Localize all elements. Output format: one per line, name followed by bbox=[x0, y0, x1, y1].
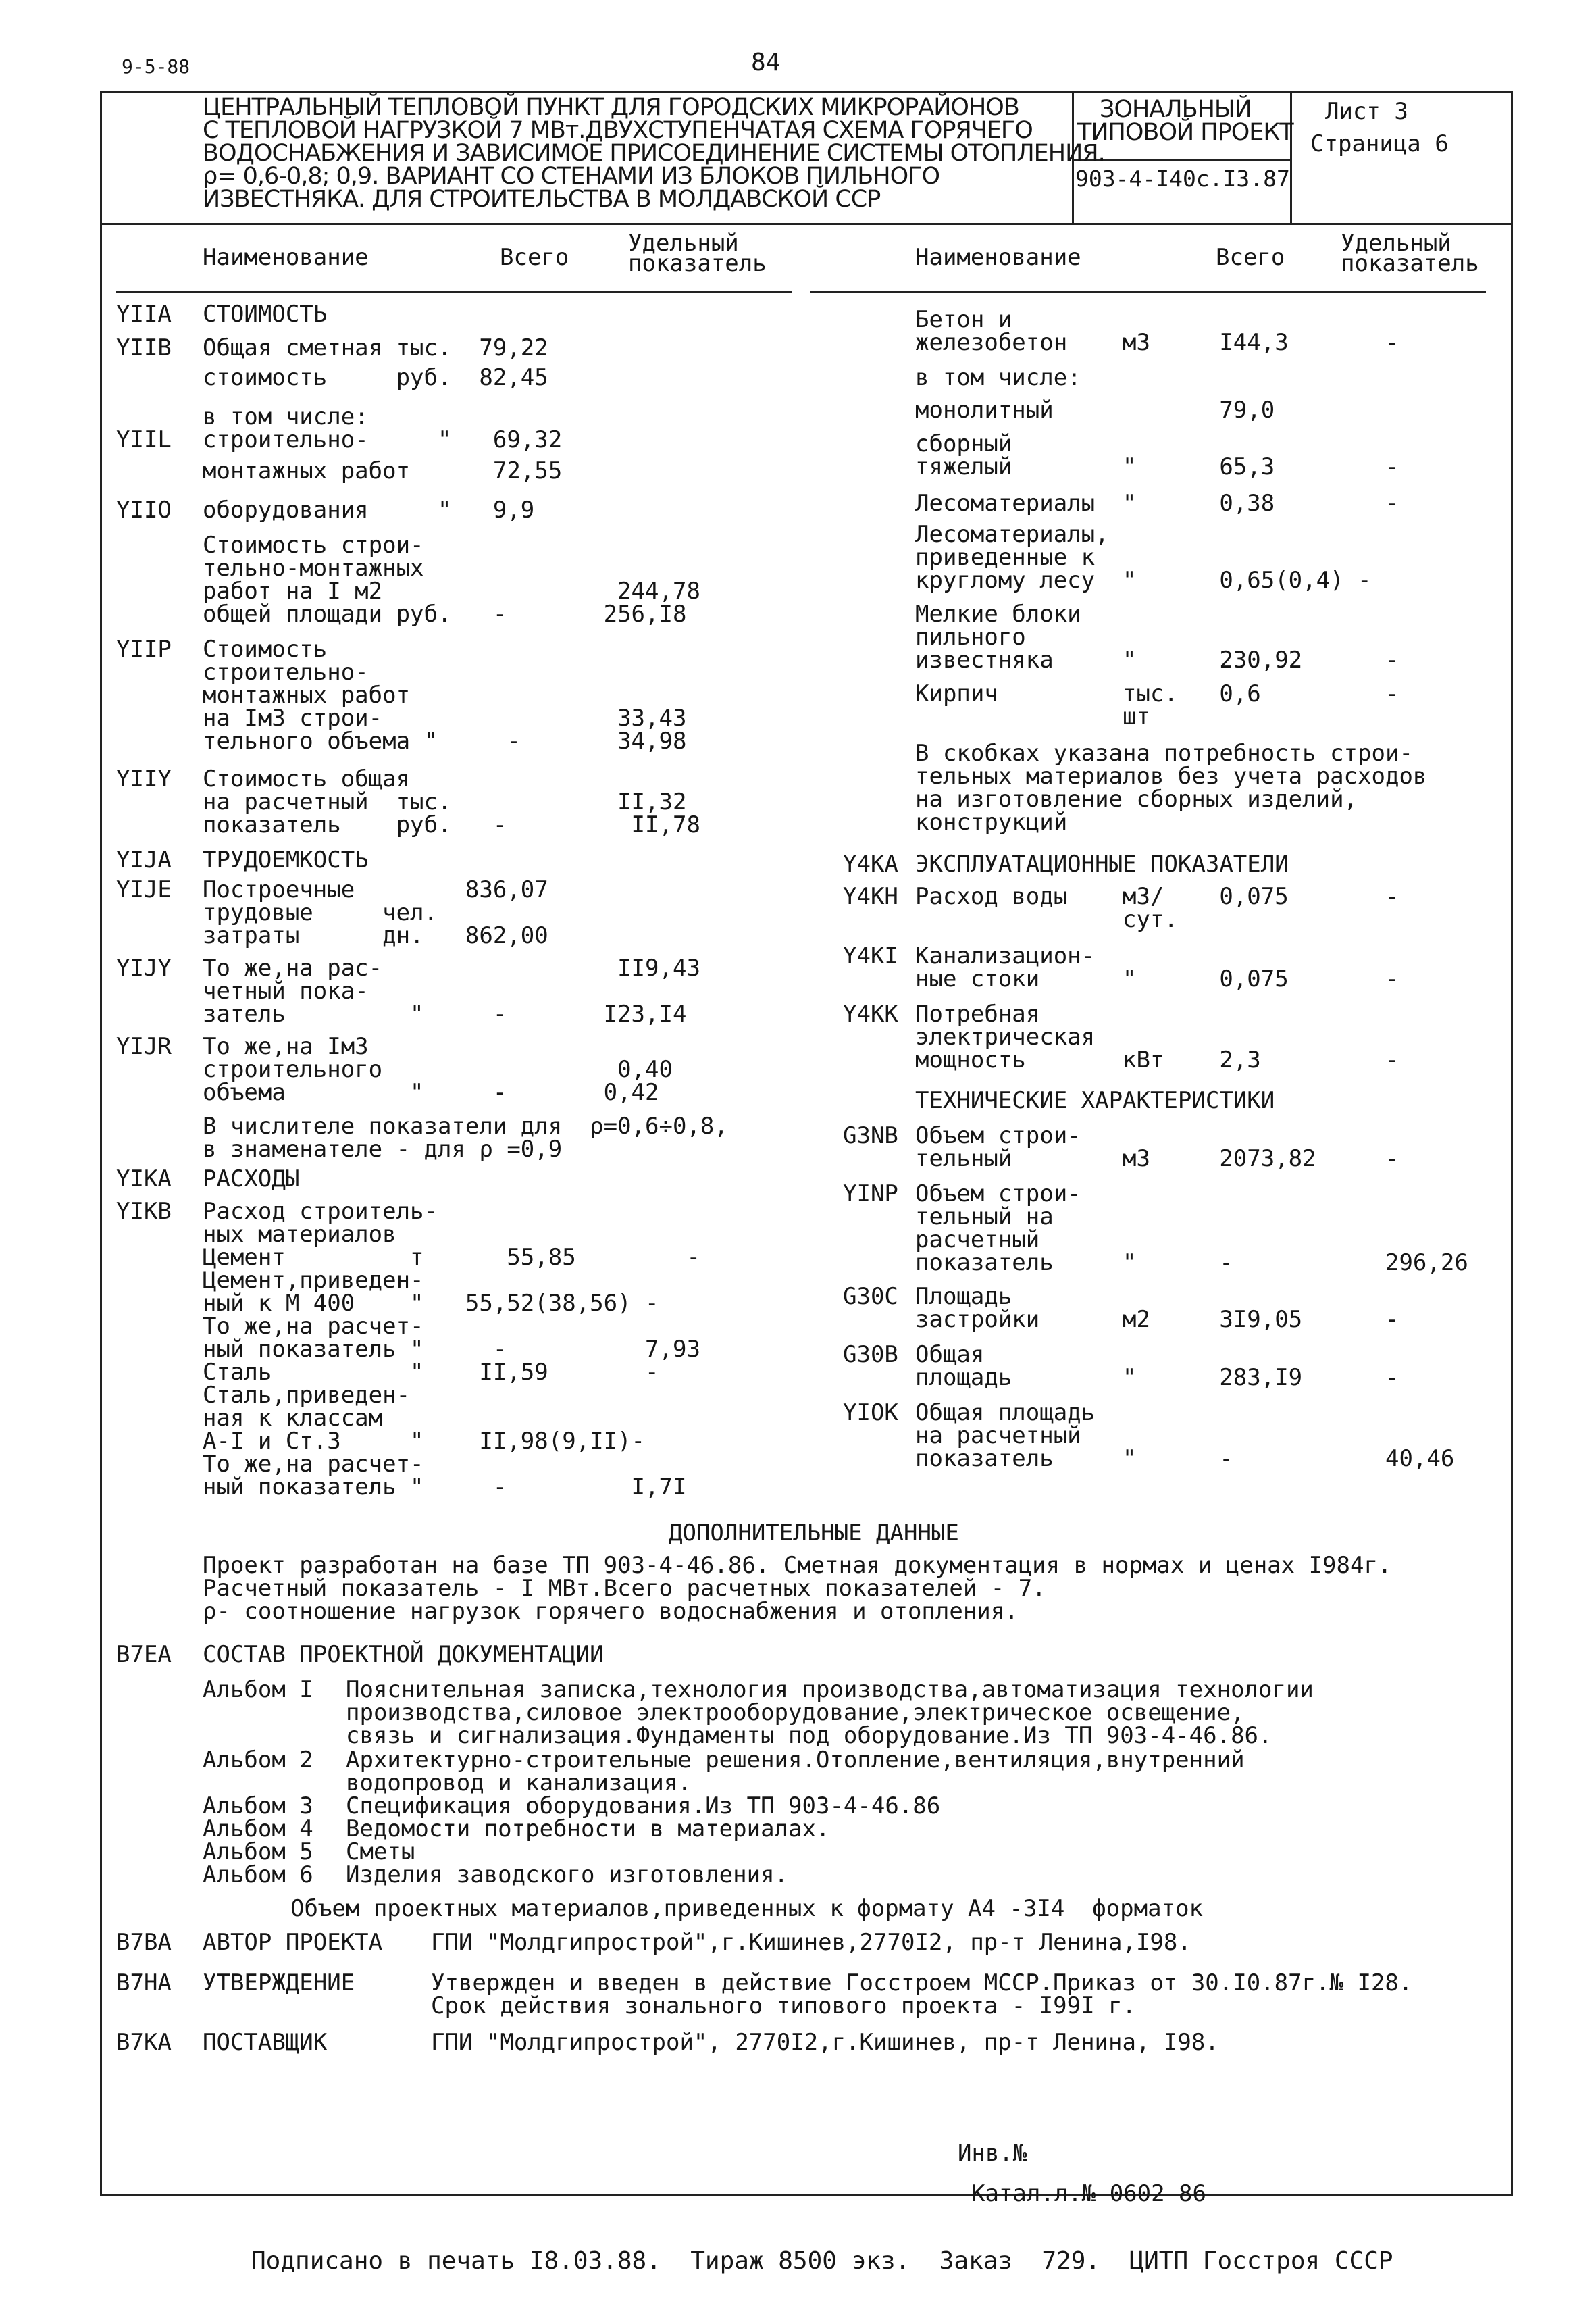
row-line: сборный bbox=[915, 430, 1012, 457]
row-line: Стоимость общая bbox=[203, 765, 411, 793]
note-line: конструкций bbox=[915, 809, 1068, 836]
sheet-label: Лист 3 bbox=[1325, 98, 1408, 125]
row-line: Объем строи- bbox=[915, 1180, 1081, 1207]
row-code: YIOK bbox=[843, 1399, 898, 1426]
row-line: А-I и Ст.3 " II,98(9,II)- bbox=[203, 1428, 646, 1455]
page-label: Страница 6 bbox=[1310, 130, 1449, 157]
row-line: Общая площадь bbox=[915, 1399, 1096, 1426]
row-line: Цемент,приведен- bbox=[203, 1267, 424, 1294]
row-line: строительно- bbox=[203, 659, 369, 686]
row-line: приведенные к bbox=[915, 544, 1096, 571]
row-line: на IмЗ строи- 33,43 bbox=[203, 705, 687, 732]
header-specific-2: показатель bbox=[1341, 250, 1479, 277]
row-code: YIIO bbox=[116, 497, 172, 524]
meta-label: УТВЕРЖДЕНИЕ bbox=[203, 1969, 355, 1996]
row-line: известняка " 230,92 - bbox=[915, 647, 1399, 674]
row-line: затель " - I23,I4 bbox=[203, 1001, 687, 1028]
project-code: 903-4-I40с.I3.87 bbox=[1075, 166, 1290, 192]
row-line: показатель руб. - II,78 bbox=[203, 811, 700, 838]
row-line: железобетон м3 I44,3 - bbox=[915, 329, 1399, 356]
row-line: монтажных работ bbox=[203, 682, 411, 709]
row-line: Бетон и bbox=[915, 306, 1012, 333]
fraction-note: в знаменателе - для ρ =0,9 bbox=[203, 1136, 563, 1163]
title-line: ρ= 0,6-0,8; 0,9. ВАРИАНТ СО СТЕНАМИ ИЗ БЛОКОВ ПИЛЬНОГО bbox=[203, 163, 940, 190]
row-code: G3NB bbox=[843, 1122, 898, 1149]
row-line: Потребная bbox=[915, 1001, 1040, 1028]
row-line: ная к классам bbox=[203, 1405, 383, 1432]
album-line: производства,силовое электрооборудование,электрическое освещение, bbox=[346, 1699, 1245, 1726]
row-code: YIJE bbox=[116, 876, 172, 903]
section-heading: ТЕХНИЧЕСКИЕ ХАРАКТЕРИСТИКИ bbox=[915, 1087, 1275, 1114]
row-line: ных материалов bbox=[203, 1221, 396, 1248]
row-line: То же,на рас- II9,43 bbox=[203, 955, 700, 982]
row-code: YIKA bbox=[116, 1165, 172, 1192]
row-line: Общая сметная тыс. 79,22 bbox=[203, 334, 548, 361]
row-line: на расчетный bbox=[915, 1422, 1081, 1449]
row-line: застройки м2 3I9,05 - bbox=[915, 1306, 1399, 1333]
album-label: Альбом 6 bbox=[203, 1861, 313, 1888]
row-code: YIIB bbox=[116, 334, 172, 361]
row-line: монолитный 79,0 bbox=[915, 397, 1275, 424]
row-line: То же,на IмЗ bbox=[203, 1033, 369, 1060]
meta-label: ПОСТАВЩИК bbox=[203, 2029, 328, 2056]
meta-line: Срок действия зонального типового проекта - I99I г. bbox=[431, 1992, 1136, 2019]
meta-code: B7HA bbox=[116, 1969, 172, 1996]
project-title bbox=[203, 96, 1105, 211]
row-line: Кирпич тыс. 0,6 - bbox=[915, 680, 1399, 707]
row-line: тельно-монтажных bbox=[203, 555, 424, 582]
row-line: Общая bbox=[915, 1341, 985, 1368]
row-line: в том числе: bbox=[203, 403, 369, 430]
row-line: То же,на расчет- bbox=[203, 1451, 424, 1478]
row-line: работ на I м2 244,78 bbox=[203, 578, 700, 605]
row-line: Лесоматериалы " 0,38 - bbox=[915, 490, 1399, 517]
row-line: Лесоматериалы, bbox=[915, 521, 1109, 548]
meta-code: B7BA bbox=[116, 1929, 172, 1956]
row-line: Расход строитель- bbox=[203, 1198, 438, 1225]
composition-heading: СОСТАВ ПРОЕКТНОЙ ДОКУМЕНТАЦИИ bbox=[203, 1641, 604, 1668]
row-line: затраты дн. 862,00 bbox=[203, 922, 548, 949]
row-line: строительно- " 69,32 bbox=[203, 426, 563, 453]
row-code: YIKB bbox=[116, 1198, 172, 1225]
album-line: Сметы bbox=[346, 1838, 415, 1865]
catalog-number: Катал.л.№ 0602 86 bbox=[971, 2180, 1206, 2207]
album-line: Ведомости потребности в материалах. bbox=[346, 1815, 830, 1842]
meta-code: B7KA bbox=[116, 2029, 172, 2056]
title-separator bbox=[100, 223, 1511, 225]
album-label: Альбом I bbox=[203, 1676, 313, 1703]
row-code: YIIY bbox=[116, 765, 172, 793]
row-code: YINP bbox=[843, 1180, 898, 1207]
row-line: ный к М 400 " 55,52(38,56) - bbox=[203, 1290, 659, 1317]
note-line: на изготовление сборных изделий, bbox=[915, 786, 1358, 813]
album-line: Спецификация оборудования.Из ТП 903-4-46.86 bbox=[346, 1792, 941, 1819]
row-code: YIJA bbox=[116, 847, 172, 874]
row-line: в том числе: bbox=[915, 364, 1081, 391]
header-name-left: Наименование bbox=[203, 244, 369, 271]
row-code: YIIA bbox=[116, 301, 172, 328]
row-line: общей площади руб. - 256,I8 bbox=[203, 601, 687, 628]
header-specific-2: показатель bbox=[628, 250, 767, 277]
row-line: показатель " - 40,46 bbox=[915, 1445, 1455, 1472]
left-row bbox=[116, 303, 172, 326]
row-line: Канализацион- bbox=[915, 942, 1096, 970]
corner-code: 9-5-88 bbox=[122, 55, 190, 78]
row-line: трудовые чел. bbox=[203, 899, 438, 926]
meta-line: ГПИ "Молдгипрострой",г.Кишинев,2770I2, пр-т Ленина,I98. bbox=[431, 1929, 1191, 1956]
row-line: площадь " 283,I9 - bbox=[915, 1364, 1399, 1391]
composition-code: B7EA bbox=[116, 1641, 172, 1668]
row-line: круглому лесу " 0,65(0,4) - bbox=[915, 567, 1372, 594]
row-line: монтажных работ 72,55 bbox=[203, 457, 563, 484]
row-line: мощность кВт 2,3 - bbox=[915, 1047, 1399, 1074]
meta-line: ГПИ "Молдгипрострой", 2770I2,г.Кишинев, пр-т Ленина, I98. bbox=[431, 2029, 1219, 2056]
section-heading: СТОИМОСТЬ bbox=[203, 301, 328, 328]
project-type-1: ЗОНАЛЬНЫЙ bbox=[1100, 96, 1252, 123]
row-code: Y4KK bbox=[843, 1001, 898, 1028]
album-line: связь и сигнализация.Фундаменты под оборудование.Из ТП 903-4-46.86. bbox=[346, 1722, 1272, 1749]
album-line: Архитектурно-строительные решения.Отопление,вентиляция,внутренний bbox=[346, 1746, 1245, 1774]
header-name-right: Наименование bbox=[915, 244, 1081, 271]
meta-line: Утвержден и введен в действие Госстроем МССР.Приказ от 30.I0.87г.№ I28. bbox=[431, 1969, 1413, 1996]
row-line: Мелкие блоки bbox=[915, 601, 1081, 628]
fraction-note: В числителе показатели для ρ=0,6÷0,8, bbox=[203, 1113, 728, 1140]
row-code: Y4KH bbox=[843, 883, 898, 910]
row-line: Расход воды м3/ 0,075 - bbox=[915, 883, 1399, 910]
title-line: С ТЕПЛОВОЙ НАГРУЗКОЙ 7 МВт.ДВУХСТУПЕНЧАТАЯ СХЕМА ГОРЯЧЕГО bbox=[203, 117, 1033, 144]
row-line: Сталь,приведен- bbox=[203, 1382, 411, 1409]
album-label: Альбом 3 bbox=[203, 1792, 313, 1819]
row-line: оборудования " 9,9 bbox=[203, 497, 535, 524]
header-total-left: Всего bbox=[500, 244, 569, 271]
album-line: Пояснительная записка,технология производства,автоматизация технологии bbox=[346, 1676, 1314, 1703]
row-line: объема " - 0,42 bbox=[203, 1079, 659, 1106]
additional-line: Расчетный показатель - I МВт.Всего расчетных показателей - 7. bbox=[203, 1575, 1046, 1602]
row-line: четный пока- bbox=[203, 978, 369, 1005]
row-line: показатель " - 296,26 bbox=[915, 1249, 1468, 1276]
header-specific-left bbox=[628, 230, 767, 277]
title-divider-2 bbox=[1290, 91, 1292, 223]
album-line: Изделия заводского изготовления. bbox=[346, 1861, 789, 1888]
row-line: Цемент т 55,85 - bbox=[203, 1244, 700, 1271]
album-line: водопровод и канализация. bbox=[346, 1769, 692, 1796]
header-specific-1: Удельный bbox=[1341, 230, 1451, 257]
row-line: пильного bbox=[915, 624, 1026, 651]
album-label: Альбом 5 bbox=[203, 1838, 313, 1865]
row-line: Стоимость строи- bbox=[203, 532, 424, 559]
page-number: 84 bbox=[751, 49, 781, 76]
row-line: Площадь bbox=[915, 1283, 1012, 1310]
inventory-number: Инв.№ bbox=[958, 2140, 1027, 2167]
row-code: YIIP bbox=[116, 636, 172, 663]
row-code: Y4KA bbox=[843, 851, 898, 878]
title-line: ИЗВЕСТНЯКА. ДЛЯ СТРОИТЕЛЬСТВА В МОЛДАВСКОЙ ССР bbox=[203, 186, 881, 213]
project-type-2: ТИПОВОЙ ПРОЕКТ bbox=[1077, 119, 1293, 146]
header-rule-left bbox=[116, 291, 792, 293]
row-line: Построечные 836,07 bbox=[203, 876, 548, 903]
row-line: тельный м3 2073,82 - bbox=[915, 1145, 1399, 1172]
row-line: ные стоки " 0,075 - bbox=[915, 965, 1399, 992]
row-code: Y4KI bbox=[843, 942, 898, 970]
album-label: Альбом 2 bbox=[203, 1746, 313, 1774]
row-line: Сталь " II,59 - bbox=[203, 1359, 659, 1386]
additional-line: Проект разработан на базе ТП 903-4-46.86. Сметная документация в нормах и ценах I984г. bbox=[203, 1552, 1392, 1579]
row-code: YIJR bbox=[116, 1033, 172, 1060]
row-line: на расчетный тыс. II,32 bbox=[203, 788, 687, 815]
meta-label: АВТОР ПРОЕКТА bbox=[203, 1929, 383, 1956]
row-code: YIJY bbox=[116, 955, 172, 982]
row-line: шт bbox=[915, 703, 1150, 730]
album-label: Альбом 4 bbox=[203, 1815, 313, 1842]
header-rule-right bbox=[810, 291, 1486, 293]
note-line: В скобках указана потребность строи- bbox=[915, 740, 1413, 767]
section-heading: РАСХОДЫ bbox=[203, 1165, 300, 1192]
row-line: То же,на расчет- bbox=[203, 1313, 424, 1340]
row-line: сут. bbox=[915, 906, 1178, 933]
row-line: ный показатель " - 7,93 bbox=[203, 1336, 700, 1363]
row-line: Объем строи- bbox=[915, 1122, 1081, 1149]
row-code: YIIL bbox=[116, 426, 172, 453]
row-line: строительного 0,40 bbox=[203, 1056, 673, 1083]
additional-line: ρ- соотношение нагрузок горячего водоснабжения и отопления. bbox=[203, 1598, 1019, 1625]
header-total-right: Всего bbox=[1216, 244, 1285, 271]
section-heading: ЭКСПЛУАТАЦИОННЫЕ ПОКАЗАТЕЛИ bbox=[915, 851, 1289, 878]
title-line: ЦЕНТРАЛЬНЫЙ ТЕПЛОВОЙ ПУНКТ ДЛЯ ГОРОДСКИХ МИКРОРАЙОНОВ bbox=[203, 94, 1019, 121]
row-line: тельный на bbox=[915, 1203, 1054, 1230]
section-heading: ТРУДОЕМКОСТЬ bbox=[203, 847, 369, 874]
note-line: тельных материалов без учета расходов bbox=[915, 763, 1427, 790]
row-line: ный показатель " - I,7I bbox=[203, 1474, 687, 1501]
row-code: G30C bbox=[843, 1283, 898, 1310]
volume-note: Объем проектных материалов,приведенных к формату А4 -3I4 форматок bbox=[290, 1895, 1204, 1922]
row-line: стоимость руб. 82,45 bbox=[203, 364, 548, 391]
print-footer: Подписано в печать I8.03.88. Тираж 8500 экз. Заказ 729. ЦИТП Госстроя СССР bbox=[251, 2247, 1393, 2275]
row-line: Стоимость bbox=[203, 636, 328, 663]
title-line: ВОДОСНАБЖЕНИЯ И ЗАВИСИМОЕ ПРИСОЕДИНЕНИЕ СИСТЕМЫ ОТОПЛЕНИЯ. bbox=[203, 140, 1105, 167]
row-line: тельного объема " - 34,98 bbox=[203, 728, 687, 755]
row-line: тяжелый " 65,3 - bbox=[915, 453, 1399, 480]
additional-heading: ДОПОЛНИТЕЛЬНЫЕ ДАННЫЕ bbox=[669, 1519, 959, 1546]
header-specific-1: Удельный bbox=[628, 230, 739, 257]
header-specific-right bbox=[1341, 230, 1479, 277]
row-line: электрическая bbox=[915, 1024, 1096, 1051]
row-code: G30B bbox=[843, 1341, 898, 1368]
row-line: расчетный bbox=[915, 1226, 1040, 1253]
